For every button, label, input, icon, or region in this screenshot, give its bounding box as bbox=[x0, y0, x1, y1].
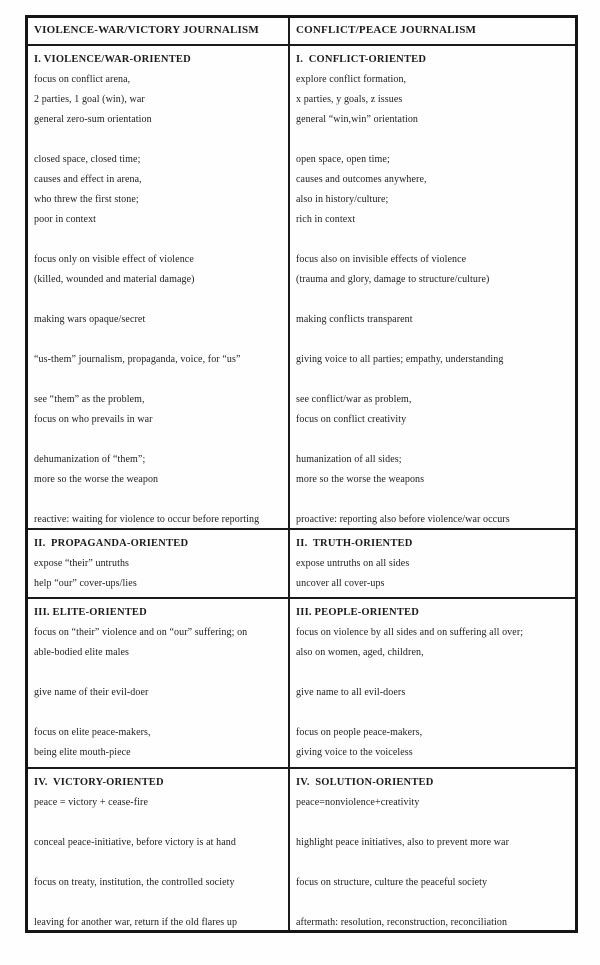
cell-paragraph bbox=[34, 150, 283, 230]
cell-II-left bbox=[28, 530, 288, 597]
cell-line: general “win,win” orientation bbox=[296, 114, 419, 125]
cell-line: peace = victory + cease-fire bbox=[34, 797, 149, 808]
cell-paragraph bbox=[34, 310, 283, 330]
column-header-peace-journalism: CONFLICT/PEACE JOURNALISM bbox=[288, 18, 575, 44]
cell-line: closed space, closed time; bbox=[34, 154, 141, 165]
cell-paragraph bbox=[34, 390, 283, 430]
cell-line: poor in context bbox=[34, 214, 97, 225]
cell-line: focus on conflict creativity bbox=[296, 414, 407, 425]
cell-line: rich in context bbox=[296, 214, 356, 225]
cell-paragraph bbox=[296, 450, 570, 490]
table-header-row bbox=[28, 18, 575, 44]
cell-line: see “them” as the problem, bbox=[34, 394, 145, 405]
cell-heading: II. TRUTH-ORIENTED bbox=[296, 538, 413, 549]
cell-line: making wars opaque/secret bbox=[34, 314, 146, 325]
cell-IV-left bbox=[28, 769, 288, 930]
cell-line: x parties, y goals, z issues bbox=[296, 94, 403, 105]
table-row-III bbox=[28, 597, 575, 767]
cell-paragraph bbox=[296, 150, 570, 230]
journalism-comparison-table bbox=[25, 15, 578, 933]
cell-III-left bbox=[28, 599, 288, 767]
cell-paragraph bbox=[296, 510, 570, 528]
cell-line: who threw the first stone; bbox=[34, 194, 139, 205]
cell-line: focus on conflict arena, bbox=[34, 74, 131, 85]
cell-III-right bbox=[288, 599, 575, 767]
cell-line: being elite mouth-piece bbox=[34, 747, 131, 758]
cell-IV-right bbox=[288, 769, 575, 930]
cell-line: more so the worse the weapon bbox=[34, 474, 159, 485]
cell-paragraph bbox=[34, 450, 283, 490]
cell-line: more so the worse the weapons bbox=[296, 474, 425, 485]
cell-paragraph bbox=[296, 833, 570, 853]
cell-heading: I. VIOLENCE/WAR-ORIENTED bbox=[34, 54, 191, 65]
cell-line: peace=nonviolence+creativity bbox=[296, 797, 420, 808]
cell-line: also in history/culture; bbox=[296, 194, 389, 205]
cell-line: also on women, aged, children, bbox=[296, 647, 424, 658]
cell-line: (trauma and glory, damage to structure/culture) bbox=[296, 274, 490, 285]
table-body bbox=[28, 44, 575, 930]
cell-paragraph bbox=[34, 250, 283, 290]
cell-paragraph bbox=[296, 70, 570, 130]
cell-line: giving voice to the voiceless bbox=[296, 747, 413, 758]
cell-heading: III. ELITE-ORIENTED bbox=[34, 607, 147, 618]
cell-line: focus on treaty, institution, the controlled society bbox=[34, 877, 235, 888]
cell-line: highlight peace initiatives, also to prevent more war bbox=[296, 837, 510, 848]
cell-line: causes and outcomes anywhere, bbox=[296, 174, 427, 185]
cell-line: giving voice to all parties; empathy, understanding bbox=[296, 354, 504, 365]
cell-line: explore conflict formation, bbox=[296, 74, 407, 85]
cell-paragraph bbox=[34, 793, 283, 813]
cell-line: focus only on visible effect of violence bbox=[34, 254, 194, 265]
cell-paragraph bbox=[296, 873, 570, 893]
cell-line: expose “their” untruths bbox=[34, 558, 130, 569]
cell-line: dehumanization of “them”; bbox=[34, 454, 146, 465]
cell-line: focus on “their” violence and on “our” suffering; on bbox=[34, 627, 248, 638]
cell-line: making conflicts transparent bbox=[296, 314, 413, 325]
cell-paragraph bbox=[34, 913, 283, 930]
cell-paragraph bbox=[296, 250, 570, 290]
cell-paragraph bbox=[296, 723, 570, 763]
cell-line: “us-them” journalism, propaganda, voice, for “us” bbox=[34, 354, 241, 365]
cell-paragraph bbox=[296, 554, 570, 594]
table-row-IV bbox=[28, 767, 575, 930]
cell-line: able-bodied elite males bbox=[34, 647, 130, 658]
table-row-II bbox=[28, 528, 575, 597]
cell-line: focus on who prevails in war bbox=[34, 414, 153, 425]
cell-line: proactive: reporting also before violence/war occurs bbox=[296, 514, 510, 525]
cell-line: conceal peace-initiative, before victory is at hand bbox=[34, 837, 236, 848]
cell-heading: IV. VICTORY-ORIENTED bbox=[34, 777, 164, 788]
cell-paragraph bbox=[296, 793, 570, 813]
cell-line: focus on violence by all sides and on suffering all over; bbox=[296, 627, 524, 638]
cell-line: general zero-sum orientation bbox=[34, 114, 152, 125]
cell-line: see conflict/war as problem, bbox=[296, 394, 412, 405]
cell-line: (killed, wounded and material damage) bbox=[34, 274, 195, 285]
table-row-I bbox=[28, 44, 575, 528]
cell-line: leaving for another war, return if the old flares up bbox=[34, 917, 238, 928]
column-header-violence-journalism: VIOLENCE-WAR/VICTORY JOURNALISM bbox=[34, 24, 259, 36]
cell-paragraph bbox=[296, 390, 570, 430]
cell-paragraph bbox=[296, 683, 570, 703]
cell-line: expose untruths on all sides bbox=[296, 558, 410, 569]
cell-line: focus on structure, culture the peaceful society bbox=[296, 877, 488, 888]
cell-I-right bbox=[288, 46, 575, 528]
cell-I-left bbox=[28, 46, 288, 528]
cell-paragraph bbox=[34, 70, 283, 130]
cell-line: give name to all evil-doers bbox=[296, 687, 406, 698]
cell-paragraph bbox=[296, 913, 570, 930]
cell-line: humanization of all sides; bbox=[296, 454, 402, 465]
cell-paragraph bbox=[34, 873, 283, 893]
cell-line: focus on elite peace-makers, bbox=[34, 727, 151, 738]
cell-line: aftermath: resolution, reconstruction, reconciliation bbox=[296, 917, 508, 928]
cell-paragraph bbox=[34, 350, 283, 370]
cell-II-right bbox=[288, 530, 575, 597]
cell-paragraph bbox=[296, 350, 570, 370]
cell-paragraph bbox=[34, 623, 283, 663]
cell-line: focus also on invisible effects of violence bbox=[296, 254, 467, 265]
cell-paragraph bbox=[34, 510, 283, 528]
cell-paragraph bbox=[296, 623, 570, 663]
cell-line: help “our” cover-ups/lies bbox=[34, 578, 137, 589]
cell-line: reactive: waiting for violence to occur before reporting bbox=[34, 514, 260, 525]
cell-line: open space, open time; bbox=[296, 154, 390, 165]
cell-line: causes and effect in arena, bbox=[34, 174, 142, 185]
cell-line: focus on people peace-makers, bbox=[296, 727, 423, 738]
cell-paragraph bbox=[296, 310, 570, 330]
cell-heading: I. CONFLICT-ORIENTED bbox=[296, 54, 427, 65]
cell-heading: IV. SOLUTION-ORIENTED bbox=[296, 777, 434, 788]
cell-line: give name of their evil-doer bbox=[34, 687, 149, 698]
cell-paragraph bbox=[34, 723, 283, 763]
cell-paragraph bbox=[34, 833, 283, 853]
cell-heading: III. PEOPLE-ORIENTED bbox=[296, 607, 420, 618]
cell-line: 2 parties, 1 goal (win), war bbox=[34, 94, 145, 105]
cell-paragraph bbox=[34, 554, 283, 594]
cell-heading: II. PROPAGANDA-ORIENTED bbox=[34, 538, 189, 549]
cell-line: uncover all cover-ups bbox=[296, 578, 385, 589]
cell-paragraph bbox=[34, 683, 283, 703]
